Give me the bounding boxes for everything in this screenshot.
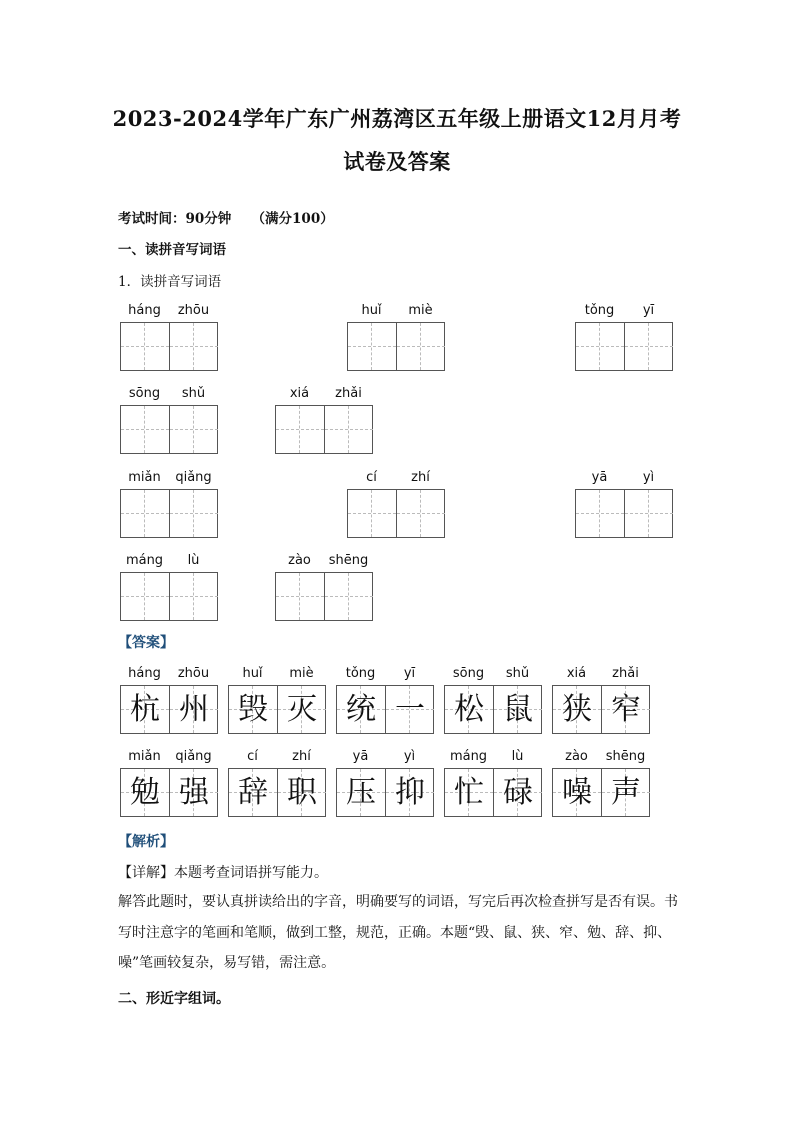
pinyin-syllable: zhǎi xyxy=(335,386,362,401)
pinyin-row xyxy=(575,470,673,488)
guide-line-horizontal xyxy=(576,513,624,514)
answer-character: 杭 xyxy=(130,692,160,727)
grid-cell[interactable] xyxy=(121,573,169,620)
pinyin-syllable: cí xyxy=(247,749,258,764)
pinyin-syllable: huǐ xyxy=(361,303,382,318)
pinyin-row xyxy=(120,553,218,571)
grid-cell[interactable] xyxy=(276,406,324,453)
writing-grid[interactable] xyxy=(347,489,445,538)
guide-line-horizontal xyxy=(276,429,324,430)
grid-cell[interactable] xyxy=(624,323,673,370)
writing-grid[interactable] xyxy=(120,322,218,371)
pinyin-row xyxy=(120,666,218,684)
pinyin-syllable: zhōu xyxy=(177,303,210,318)
guide-line-horizontal xyxy=(170,429,218,430)
pinyin-syllable: shǔ xyxy=(181,386,206,401)
grid-cell[interactable] xyxy=(396,490,445,537)
pinyin-syllable: yì xyxy=(642,470,655,485)
guide-line-horizontal xyxy=(625,513,673,514)
guide-line-horizontal xyxy=(121,596,169,597)
guide-line-horizontal xyxy=(170,346,218,347)
question1-label: 1．读拼音写词语 xyxy=(118,274,222,290)
grid-cell xyxy=(601,686,650,733)
writing-grid xyxy=(552,768,650,817)
writing-grid[interactable] xyxy=(575,489,673,538)
writing-grid[interactable] xyxy=(347,322,445,371)
grid-cell[interactable] xyxy=(121,490,169,537)
grid-cell xyxy=(121,769,169,816)
pinyin-syllable: háng xyxy=(128,303,161,318)
exam-info: 考试时间：90分钟 （满分100） xyxy=(118,211,334,227)
guide-line-horizontal xyxy=(121,346,169,347)
pinyin-syllable: miǎn xyxy=(128,470,161,485)
pinyin-syllable: yī xyxy=(403,666,416,681)
writing-grid xyxy=(552,685,650,734)
pinyin-syllable: máng xyxy=(125,553,164,568)
answer-character: 辞 xyxy=(238,775,268,810)
pinyin-syllable: zhǎi xyxy=(612,666,639,681)
writing-grid[interactable] xyxy=(575,322,673,371)
pinyin-row xyxy=(552,749,650,767)
grid-cell[interactable] xyxy=(576,490,624,537)
guide-line-vertical xyxy=(299,573,300,620)
pinyin-row xyxy=(120,470,218,488)
pinyin-syllable: zào xyxy=(288,553,311,568)
writing-grid xyxy=(228,768,326,817)
guide-line-vertical xyxy=(193,323,194,370)
pinyin-row xyxy=(347,470,445,488)
writing-grid xyxy=(336,768,434,817)
writing-grid xyxy=(120,685,218,734)
grid-cell xyxy=(337,769,385,816)
answer-character: 声 xyxy=(611,775,641,810)
guide-line-vertical xyxy=(144,573,145,620)
pinyin-syllable: shēng xyxy=(328,553,369,568)
grid-cell xyxy=(229,686,277,733)
guide-line-horizontal xyxy=(576,346,624,347)
pinyin-syllable: shēng xyxy=(605,749,646,764)
pinyin-syllable: qiǎng xyxy=(175,470,212,485)
guide-line-horizontal xyxy=(348,346,396,347)
answer-character: 抑 xyxy=(395,775,425,810)
writing-grid xyxy=(444,768,542,817)
writing-grid[interactable] xyxy=(120,489,218,538)
grid-cell xyxy=(385,769,434,816)
pinyin-syllable: xiá xyxy=(566,666,587,681)
answer-character: 碌 xyxy=(503,775,533,810)
pinyin-syllable: zào xyxy=(565,749,588,764)
grid-cell xyxy=(337,686,385,733)
answer-character: 狭 xyxy=(562,692,592,727)
guide-line-vertical xyxy=(299,406,300,453)
guide-line-horizontal xyxy=(121,513,169,514)
pinyin-row xyxy=(275,553,373,571)
grid-cell[interactable] xyxy=(121,406,169,453)
pinyin-syllable: tǒng xyxy=(584,303,615,318)
answer-character: 窄 xyxy=(611,692,641,727)
pinyin-syllable: yī xyxy=(642,303,655,318)
guide-line-horizontal xyxy=(170,513,218,514)
pinyin-row xyxy=(336,749,434,767)
pinyin-row xyxy=(228,749,326,767)
pinyin-syllable: sōng xyxy=(452,666,485,681)
answer-character: 州 xyxy=(179,692,209,727)
guide-line-vertical xyxy=(144,406,145,453)
grid-cell[interactable] xyxy=(324,573,373,620)
guide-line-horizontal xyxy=(121,429,169,430)
writing-grid xyxy=(444,685,542,734)
writing-grid[interactable] xyxy=(275,405,373,454)
grid-cell xyxy=(121,686,169,733)
explanation-paragraph: 解答此题时，要认真拼读给出的字音，明确要写的词语，写完后再次检查拼写是否有误。书写时注意字的笔画和笔顺，做到工整，规范，正确。本题“毁、鼠、狭、窄、勉、辞、抑、噪”笔画较复杂，易写错，需注意。 xyxy=(118,894,678,971)
pinyin-row xyxy=(575,303,673,321)
pinyin-syllable: zhōu xyxy=(177,666,210,681)
grid-cell xyxy=(169,686,218,733)
grid-cell xyxy=(553,686,601,733)
writing-grid xyxy=(120,768,218,817)
grid-cell[interactable] xyxy=(348,490,396,537)
answer-character: 毁 xyxy=(238,692,268,727)
pinyin-syllable: miǎn xyxy=(128,749,161,764)
section2-heading: 二、形近字组词。 xyxy=(118,991,230,1007)
grid-cell[interactable] xyxy=(396,323,445,370)
guide-line-horizontal xyxy=(625,346,673,347)
grid-cell xyxy=(385,686,434,733)
pinyin-row xyxy=(336,666,434,684)
writing-grid[interactable] xyxy=(120,572,218,621)
grid-cell xyxy=(277,769,326,816)
pinyin-syllable: miè xyxy=(289,666,314,681)
pinyin-syllable: háng xyxy=(128,666,161,681)
answer-character: 松 xyxy=(454,692,484,727)
answer-character: 忙 xyxy=(454,775,484,810)
writing-grid xyxy=(228,685,326,734)
pinyin-syllable: miè xyxy=(408,303,433,318)
writing-grid xyxy=(336,685,434,734)
pinyin-row xyxy=(275,386,373,404)
guide-line-horizontal xyxy=(325,429,373,430)
pinyin-syllable: yā xyxy=(352,749,369,764)
answer-character: 勉 xyxy=(130,775,160,810)
grid-cell[interactable] xyxy=(276,573,324,620)
pinyin-syllable: lù xyxy=(511,749,524,764)
guide-line-horizontal xyxy=(348,513,396,514)
guide-line-vertical xyxy=(371,490,372,537)
pinyin-syllable: zhí xyxy=(411,470,430,485)
writing-grid[interactable] xyxy=(275,572,373,621)
pinyin-syllable: sōng xyxy=(128,386,161,401)
grid-cell[interactable] xyxy=(169,406,218,453)
pinyin-row xyxy=(444,749,542,767)
answer-character: 职 xyxy=(287,775,317,810)
answer-character: 强 xyxy=(179,775,209,810)
grid-cell[interactable] xyxy=(324,406,373,453)
guide-line-vertical xyxy=(420,323,421,370)
answer-character: 灭 xyxy=(287,692,317,727)
grid-cell xyxy=(493,769,542,816)
grid-cell[interactable] xyxy=(576,323,624,370)
pinyin-row xyxy=(444,666,542,684)
pinyin-syllable: xiá xyxy=(289,386,310,401)
guide-line-vertical xyxy=(144,323,145,370)
pinyin-syllable: qiǎng xyxy=(175,749,212,764)
pinyin-syllable: shǔ xyxy=(505,666,530,681)
pinyin-syllable: cí xyxy=(366,470,377,485)
guide-line-horizontal xyxy=(170,596,218,597)
detail-line: 【详解】本题考查词语拼写能力。 xyxy=(118,865,328,881)
grid-cell[interactable] xyxy=(169,490,218,537)
grid-cell xyxy=(601,769,650,816)
grid-cell[interactable] xyxy=(348,323,396,370)
exam-title-line2: 试卷及答案 xyxy=(343,149,451,174)
guide-line-vertical xyxy=(599,490,600,537)
pinyin-row xyxy=(120,386,218,404)
guide-line-horizontal xyxy=(276,596,324,597)
pinyin-syllable: lù xyxy=(187,553,200,568)
section1-heading: 一、读拼音写词语 xyxy=(118,242,226,258)
grid-cell xyxy=(493,686,542,733)
guide-line-vertical xyxy=(648,490,649,537)
guide-line-vertical xyxy=(348,573,349,620)
pinyin-row xyxy=(120,749,218,767)
pinyin-syllable: yā xyxy=(591,470,608,485)
answer-character: 一 xyxy=(395,692,425,727)
guide-line-vertical xyxy=(348,406,349,453)
grid-cell[interactable] xyxy=(169,573,218,620)
grid-cell xyxy=(277,686,326,733)
grid-cell[interactable] xyxy=(169,323,218,370)
guide-line-vertical xyxy=(193,406,194,453)
answer-character: 压 xyxy=(346,775,376,810)
grid-cell[interactable] xyxy=(624,490,673,537)
writing-grid[interactable] xyxy=(120,405,218,454)
pinyin-row xyxy=(552,666,650,684)
answer-character: 统 xyxy=(346,692,376,727)
guide-line-vertical xyxy=(193,573,194,620)
pinyin-syllable: huǐ xyxy=(242,666,263,681)
guide-line-vertical xyxy=(599,323,600,370)
pinyin-syllable: zhí xyxy=(292,749,311,764)
grid-cell[interactable] xyxy=(121,323,169,370)
grid-cell xyxy=(229,769,277,816)
answer-label: 【答案】 xyxy=(118,635,174,651)
guide-line-vertical xyxy=(648,323,649,370)
pinyin-syllable: yì xyxy=(403,749,416,764)
guide-line-vertical xyxy=(193,490,194,537)
pinyin-row xyxy=(228,666,326,684)
grid-cell xyxy=(553,769,601,816)
answer-character: 噪 xyxy=(562,775,592,810)
grid-cell xyxy=(445,686,493,733)
guide-line-horizontal xyxy=(397,346,445,347)
guide-line-vertical xyxy=(420,490,421,537)
guide-line-vertical xyxy=(144,490,145,537)
guide-line-horizontal xyxy=(325,596,373,597)
grid-cell xyxy=(169,769,218,816)
pinyin-row xyxy=(347,303,445,321)
guide-line-vertical xyxy=(371,323,372,370)
grid-cell xyxy=(445,769,493,816)
pinyin-syllable: máng xyxy=(449,749,488,764)
analysis-label: 【解析】 xyxy=(118,834,174,850)
pinyin-row xyxy=(120,303,218,321)
exam-title-line1: 2023-2024学年广东广州荔湾区五年级上册语文12月月考 xyxy=(112,106,682,131)
pinyin-syllable: tǒng xyxy=(345,666,376,681)
answer-character: 鼠 xyxy=(503,692,533,727)
guide-line-horizontal xyxy=(397,513,445,514)
